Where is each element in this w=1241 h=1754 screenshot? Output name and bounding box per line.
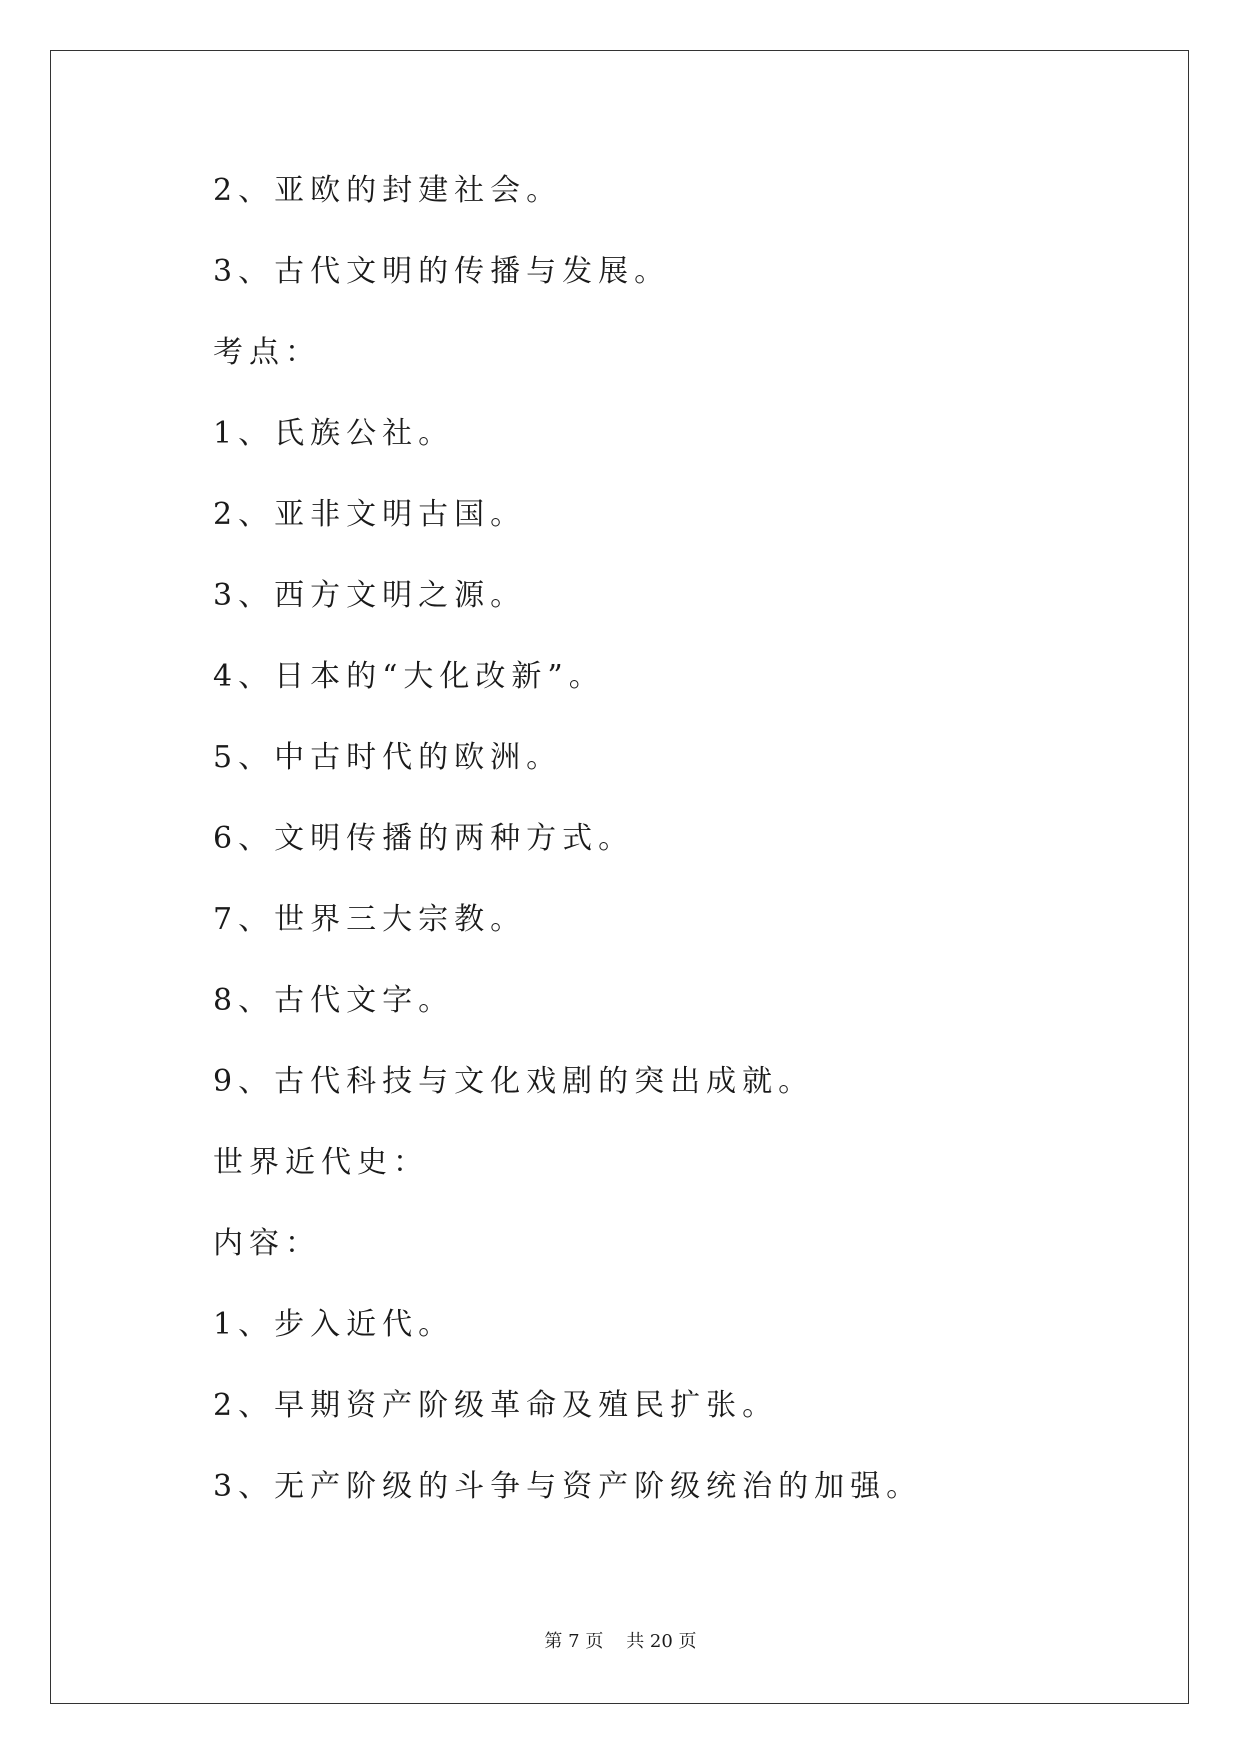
text-line: 6、文明传播的两种方式。 bbox=[213, 821, 635, 856]
section-heading: 内容： bbox=[213, 1226, 321, 1261]
text-line: 3、无产阶级的斗争与资产阶级统治的加强。 bbox=[213, 1469, 923, 1504]
page-number: 第 7 页 共 20 页 bbox=[544, 1631, 697, 1652]
text-line: 7、世界三大宗教。 bbox=[213, 902, 527, 937]
text-line: 2、亚欧的封建社会。 bbox=[213, 173, 563, 208]
text-line: 3、古代文明的传播与发展。 bbox=[213, 254, 671, 289]
text-line: 9、古代科技与文化戏剧的突出成就。 bbox=[213, 1064, 815, 1099]
document-body bbox=[213, 170, 922, 1547]
text-line: 4、日本的“大化改新”。 bbox=[213, 659, 605, 694]
text-line: 5、中古时代的欧洲。 bbox=[213, 740, 563, 775]
text-line: 3、西方文明之源。 bbox=[213, 578, 527, 613]
text-line: 1、步入近代。 bbox=[213, 1307, 455, 1342]
section-heading: 考点： bbox=[213, 335, 321, 370]
section-heading: 世界近代史： bbox=[213, 1145, 429, 1180]
text-line: 2、早期资产阶级革命及殖民扩张。 bbox=[213, 1388, 779, 1423]
text-line: 2、亚非文明古国。 bbox=[213, 497, 527, 532]
text-line: 8、古代文字。 bbox=[213, 983, 455, 1018]
text-line: 1、氏族公社。 bbox=[213, 416, 455, 451]
